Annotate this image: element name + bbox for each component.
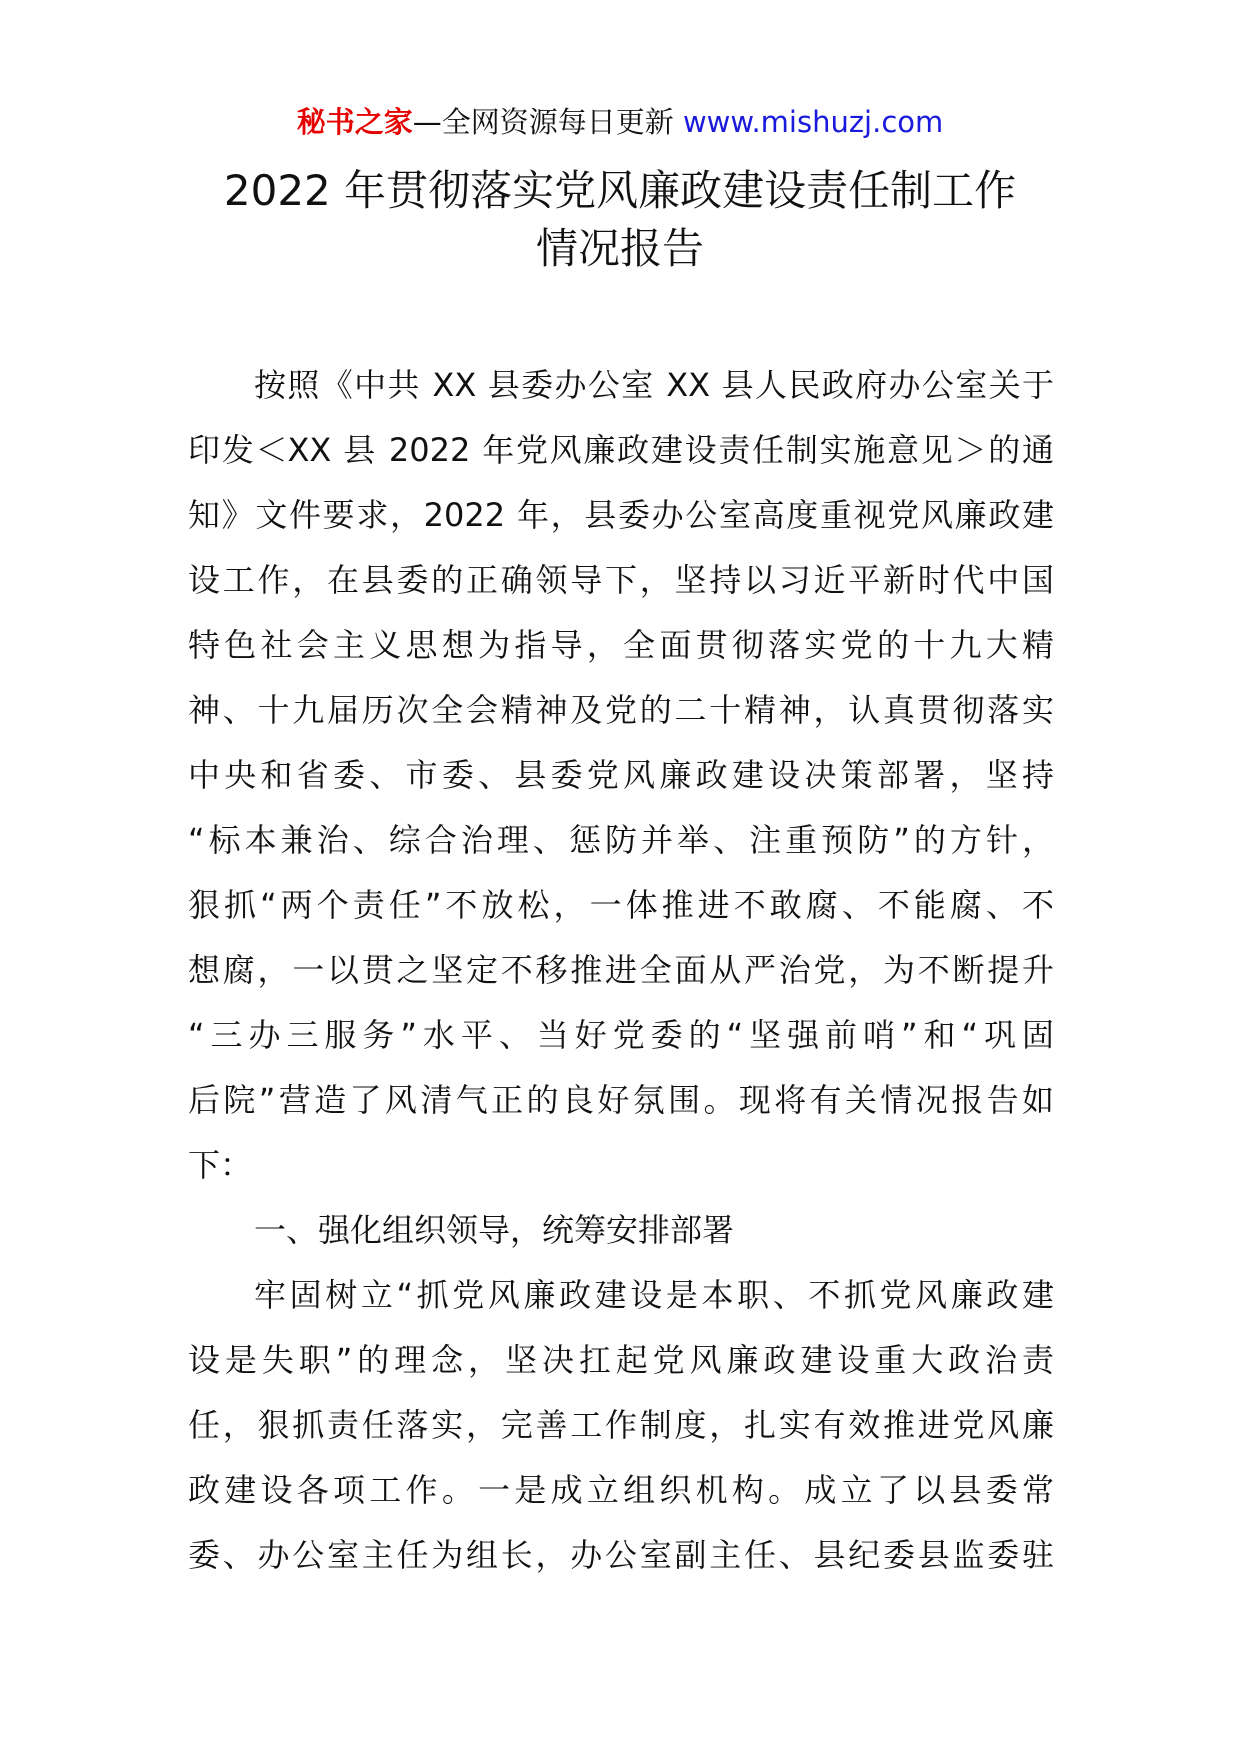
title-line-1: 2022 年贯彻落实党风廉政建设责任制工作 (223, 166, 1017, 215)
text-line: 任，狠抓责任落实，完善工作制度，扎实有效推进党风廉 (188, 1406, 1054, 1444)
text-line: 设工作，在县委的正确领导下，坚持以习近平新时代中国 (188, 561, 1054, 599)
text-line: 狠抓“两个责任”不放松，一体推进不敢腐、不能腐、不 (188, 886, 1054, 924)
text-line: 按照《中共 XX 县委办公室 XX 县人民政府办公室关于 (254, 366, 1054, 404)
text-line: 神、十九届历次全会精神及党的二十精神，认真贯彻落实 (188, 691, 1054, 729)
watermark-header (0, 102, 1240, 142)
paragraph-section-1 (188, 1263, 1054, 1588)
header-slogan: —全网资源每日更新 (412, 105, 683, 139)
text-line: “三办三服务”水平、当好党委的“坚强前哨”和“巩固 (188, 1016, 1054, 1054)
section-heading-1: 一、强化组织领导，统筹安排部署 (254, 1211, 735, 1249)
text-line: 知》文件要求，2022 年，县委办公室高度重视党风廉政建 (188, 496, 1054, 534)
text-line: 设是失职”的理念，坚决扛起党风廉政建设重大政治责 (188, 1341, 1054, 1379)
text-line: “标本兼治、综合治理、惩防并举、注重预防”的方针， (188, 821, 1054, 859)
text-line: 特色社会主义思想为指导，全面贯彻落实党的十九大精 (188, 626, 1054, 664)
text-line: 想腐，一以贯之坚定不移推进全面从严治党，为不断提升 (188, 951, 1054, 989)
site-url-link[interactable]: www.mishuzj.com (682, 105, 944, 139)
title-line-2: 情况报告 (535, 224, 704, 273)
text-line: 印发＜XX 县 2022 年党风廉政建设责任制实施意见＞的通 (188, 431, 1054, 469)
brand-name: 秘书之家 (296, 105, 413, 139)
document-body (188, 353, 1054, 1588)
text-line: 下： (188, 1146, 253, 1184)
text-line: 委、办公室主任为组长，办公室副主任、县纪委县监委驻 (188, 1536, 1054, 1574)
paragraph-intro (188, 353, 1054, 1198)
document-title (0, 162, 1240, 278)
text-line: 牢固树立“抓党风廉政建设是本职、不抓党风廉政建 (254, 1276, 1054, 1314)
text-line: 后院”营造了风清气正的良好氛围。现将有关情况报告如 (188, 1081, 1054, 1119)
text-line: 政建设各项工作。一是成立组织机构。成立了以县委常 (188, 1471, 1054, 1509)
text-line: 中央和省委、市委、县委党风廉政建设决策部署，坚持 (188, 756, 1054, 794)
